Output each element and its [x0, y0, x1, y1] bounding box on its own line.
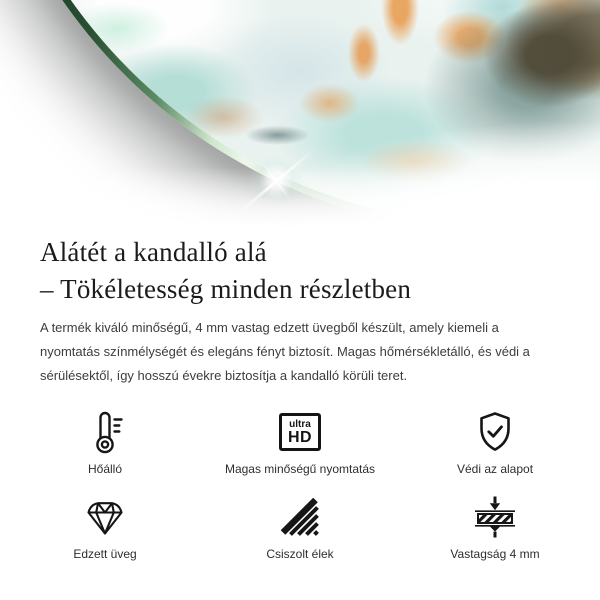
feature-grid	[40, 406, 560, 562]
glass-disc	[0, 0, 600, 232]
feature-heat-resistant	[40, 406, 170, 477]
ultra-hd-badge-top: ultra	[289, 419, 311, 430]
product-info	[0, 234, 600, 562]
feature-ultra-hd-print	[170, 406, 430, 477]
page-title-line1: Alátét a kandalló alá	[40, 237, 267, 267]
ultra-hd-icon	[279, 406, 321, 458]
beveled-edge-icon	[276, 491, 324, 543]
feature-label: Csiszolt élek	[266, 547, 334, 561]
feature-label: Vastagság 4 mm	[450, 547, 540, 561]
thickness-icon	[471, 491, 519, 543]
feature-label: Magas minőségű nyomtatás	[224, 462, 376, 476]
feature-protects-base	[430, 406, 560, 477]
diamond-icon	[81, 491, 129, 543]
shield-check-icon	[471, 406, 519, 458]
feature-label: Edzett üveg	[73, 547, 137, 561]
product-photo	[0, 0, 600, 232]
feature-tempered-glass	[40, 491, 170, 562]
page-title	[40, 234, 560, 308]
ultra-hd-badge-bottom: HD	[287, 429, 313, 446]
page-title-line2: – Tökéletesség minden részletben	[40, 274, 412, 304]
ultra-hd-badge	[279, 413, 321, 451]
feature-thickness	[430, 491, 560, 562]
feature-label: Védi az alapot	[456, 462, 534, 476]
feature-polished-edges	[170, 491, 430, 562]
marble-art	[0, 0, 600, 226]
thermometer-icon	[81, 406, 129, 458]
feature-label: Hőálló	[87, 462, 123, 476]
product-description: A termék kiváló minőségű, 4 mm vastag edzett üvegből készült, amely kiemeli a nyomtatás színmélységét és elegáns fényt biztosít. Magas hőmérsékletálló, és védi a sérülésektől, így hosszú évekre biztosítja a kandalló körüli teret.	[40, 320, 530, 383]
